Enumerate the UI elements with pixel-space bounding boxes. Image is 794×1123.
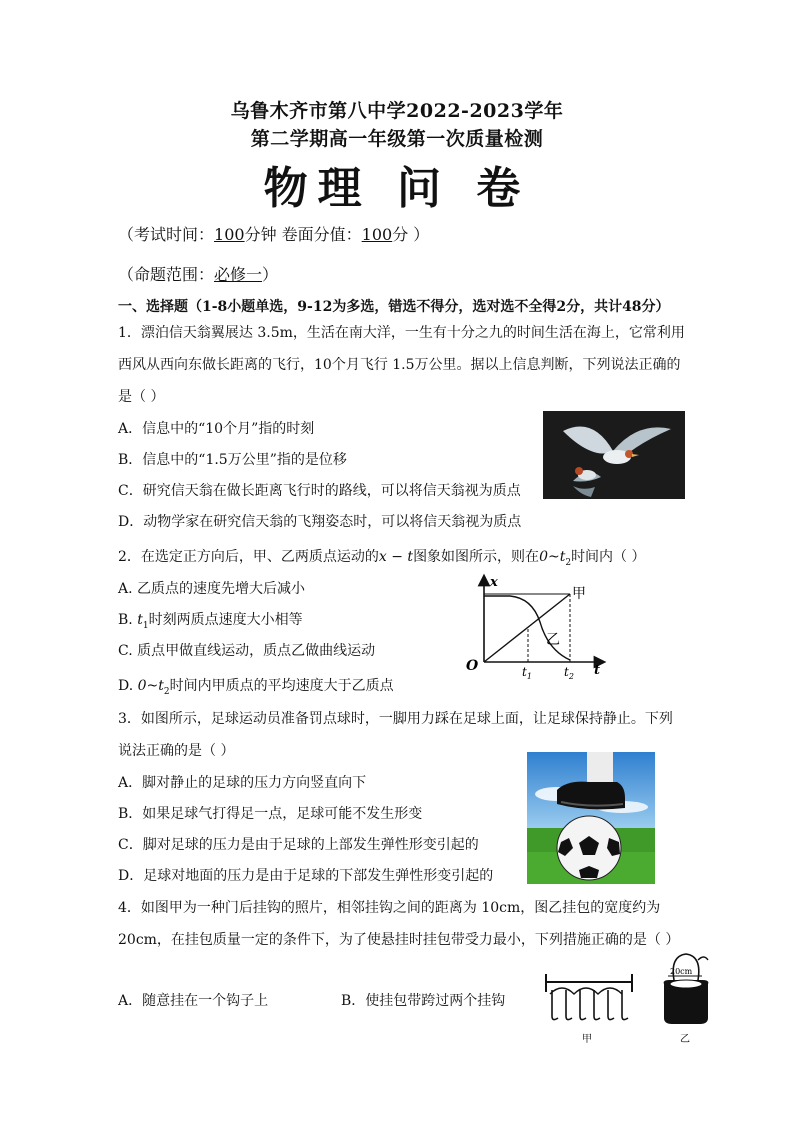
q2-stem-sub: 2 — [565, 557, 572, 568]
xt-graph — [460, 572, 610, 684]
q2-stem-text-a: 2．在选定正方向后，甲、乙两质点运动的 — [118, 549, 379, 565]
exam-time-info — [118, 222, 429, 245]
q2-option-b-prefix: B. — [118, 612, 138, 628]
exam-school-line: 乌鲁木齐市第八中学2022-2023学年 — [230, 100, 564, 122]
page-title: 物理 问 卷 — [263, 163, 531, 214]
q3-stem-line1: 3．如图所示，足球运动员准备罚点球时，一脚用力踩在足球上面，让足球保持静止。下列 — [118, 711, 673, 727]
q1-stem-line1: 1．漂泊信天翁翼展达 3.5m，生活在南大洋，一生有十分之九的时间生活在海上，它常利用 — [118, 325, 685, 341]
scope-label: （命题范围： — [118, 265, 215, 284]
q3-option-a: A．脚对静止的足球的压力方向竖直向下 — [118, 775, 367, 791]
q2-option-b-math: t — [137, 612, 143, 628]
q2-stem-text-b: 图象如图所示，则在 — [413, 549, 540, 565]
time-value: 100 — [214, 225, 245, 244]
bag-width-label: 20cm — [670, 967, 693, 976]
q4-option-b: B．使挂包带跨过两个挂钩 — [341, 993, 506, 1009]
fig-jia-label: 甲 — [582, 1034, 592, 1045]
label-jia: 甲 — [572, 586, 586, 602]
q3-option-c: C．脚对足球的压力是由于足球的上部发生弹性形变引起的 — [118, 837, 479, 853]
q2-stem — [118, 546, 646, 568]
q2-option-d-text: 时间内甲质点的平均速度大于乙质点 — [169, 678, 394, 694]
origin-label: O — [466, 658, 479, 674]
q2-option-b — [118, 609, 303, 631]
q1-stem-line3: 是（ ） — [118, 389, 165, 405]
q1-option-d: D．动物学家在研究信天翁的飞翔姿态时，可以将信天翁视为质点 — [118, 514, 522, 530]
q1-option-a: A．信息中的“10个月”指的时刻 — [118, 421, 315, 437]
q2-option-d-prefix: D. — [118, 678, 138, 694]
scope-value: 必修一 — [214, 265, 263, 284]
q2-option-a: A. 乙质点的速度先增大后减小 — [118, 581, 306, 597]
section-heading: 一、选择题（1-8小题单选，9-12为多选，错选不得分，选对选不全得2分，共计48分） — [118, 299, 670, 315]
t2-label: $t_2$ — [564, 665, 574, 681]
time-label: （考试时间： — [118, 225, 215, 244]
q3-stem-line2: 说法正确的是（ ） — [118, 743, 235, 759]
albatross-photo — [543, 411, 685, 499]
q3-option-d: D．足球对地面的压力是由于足球的下部发生弹性形变引起的 — [118, 868, 494, 884]
q4-option-a: A．随意挂在一个钩子上 — [118, 993, 269, 1009]
q2-option-c: C. 质点甲做直线运动，质点乙做曲线运动 — [118, 643, 376, 659]
scope-suffix: ） — [262, 265, 279, 284]
q1-stem-line2: 西风从西向东做长距离的飞行，10个月飞行 1.5万公里。据以上信息判断，下列说法正确的 — [118, 357, 681, 373]
y-axis-label: x — [490, 575, 498, 590]
q2-option-d — [118, 675, 394, 697]
x-axis-label: t — [594, 663, 601, 678]
exam-term-line: 第二学期高一年级第一次质量检测 — [250, 128, 544, 150]
q2-stem-math-xt: x − t — [378, 549, 414, 565]
q4-stem-line1: 4．如图甲为一种门后挂钩的照片，相邻挂钩之间的距离为 10cm，图乙挂包的宽度约为 — [118, 900, 661, 916]
q2-option-d-sub: 2 — [163, 686, 170, 697]
score-suffix: 分 ） — [392, 225, 430, 244]
soccer-photo — [527, 752, 655, 884]
score-value: 100 — [361, 225, 393, 244]
label-yi: 乙 — [546, 632, 560, 648]
q4-stem-line2: 20cm，在挂包质量一定的条件下，为了使悬挂时挂包带受力最小，下列措施正确的是（ ） — [118, 932, 680, 948]
t1-label: $t_1$ — [522, 665, 532, 681]
q2-stem-text-c: 时间内（ ） — [571, 549, 646, 565]
score-label: 分钟 卷面分值： — [244, 225, 362, 244]
q2-option-b-text: 时刻两质点速度大小相等 — [148, 612, 303, 628]
q2-option-d-math: 0~t — [137, 678, 164, 694]
q3-option-b: B．如果足球气打得足一点，足球可能不发生形变 — [118, 806, 423, 822]
q2-stem-math-interval: 0~t — [539, 549, 566, 565]
fig-yi-label: 乙 — [680, 1034, 690, 1045]
q1-option-c: C．研究信天翁在做长距离飞行时的路线，可以将信天翁视为质点 — [118, 483, 521, 499]
exam-scope-info — [118, 262, 278, 285]
q1-option-b: B．信息中的“1.5万公里”指的是位移 — [118, 452, 347, 468]
q2-option-b-sub: 1 — [142, 620, 149, 631]
hook-rack-figure — [540, 966, 640, 1046]
bag-figure — [656, 950, 716, 1046]
